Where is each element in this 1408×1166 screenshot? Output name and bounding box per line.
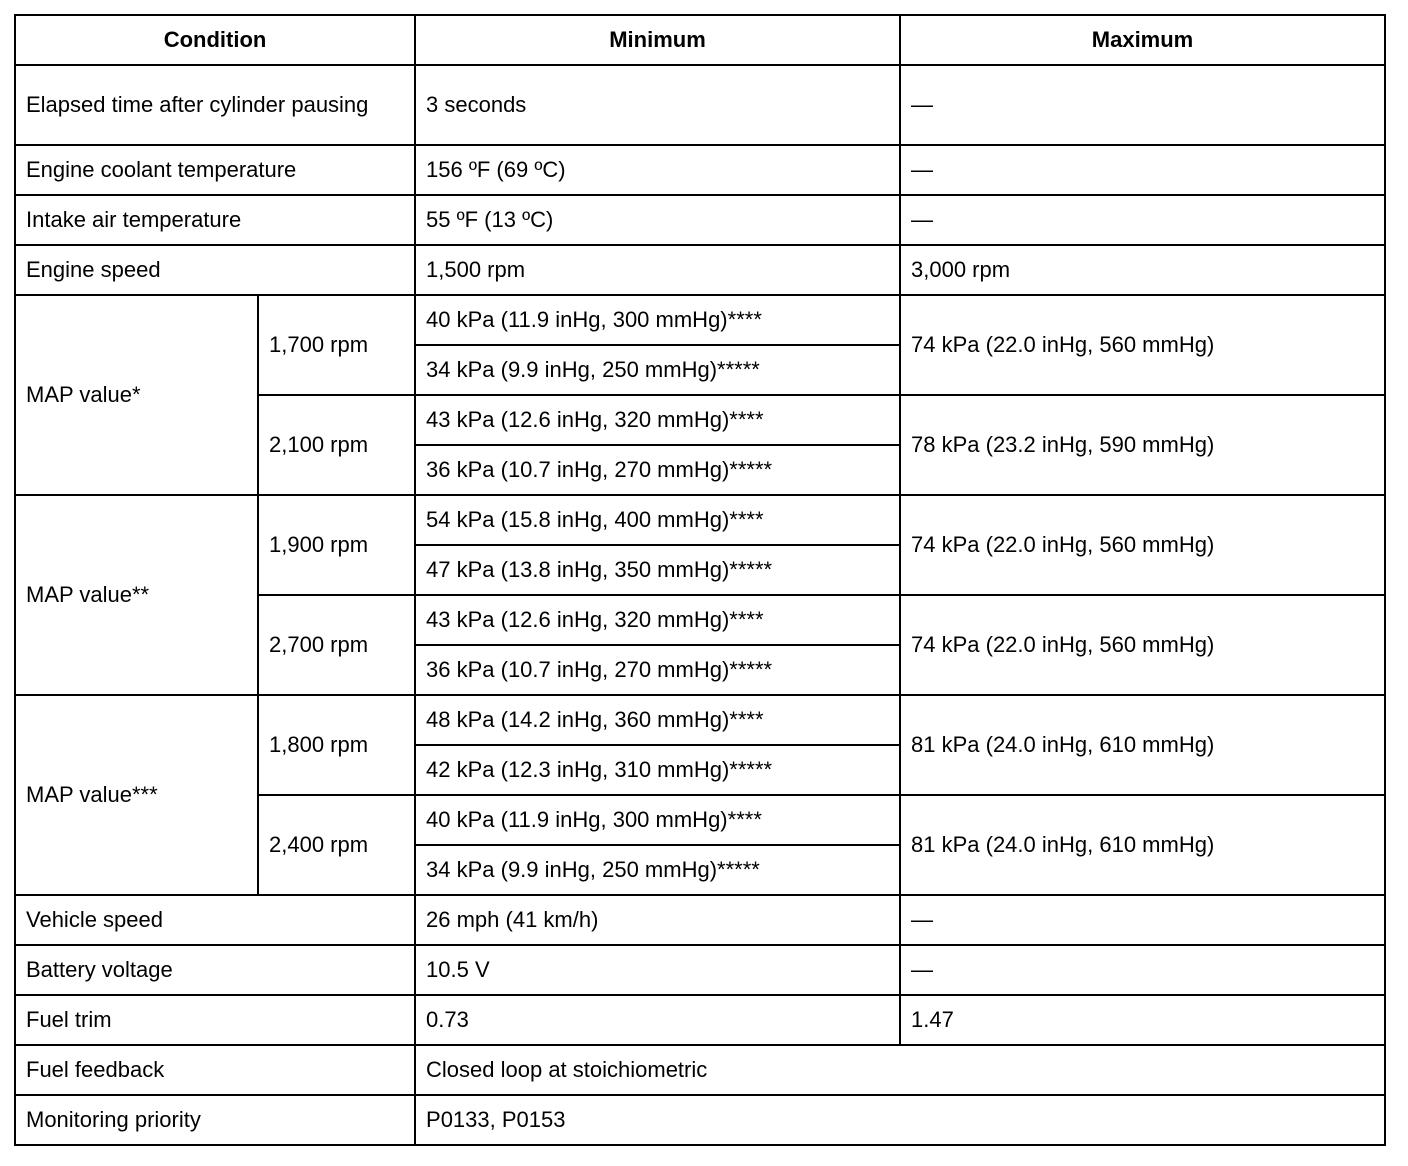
condition-cell: Battery voltage xyxy=(15,945,415,995)
map-group-label: MAP value*** xyxy=(15,695,258,895)
header-minimum: Minimum xyxy=(415,15,900,65)
minimum-cell: 42 kPa (12.3 inHg, 310 mmHg)***** xyxy=(415,745,900,795)
maximum-cell: — xyxy=(900,945,1385,995)
table-row xyxy=(15,145,1385,195)
table-row xyxy=(15,995,1385,1045)
minimum-cell: 36 kPa (10.7 inHg, 270 mmHg)***** xyxy=(415,445,900,495)
maximum-cell: 78 kPa (23.2 inHg, 590 mmHg) xyxy=(900,395,1385,495)
minimum-cell: 48 kPa (14.2 inHg, 360 mmHg)**** xyxy=(415,695,900,745)
rpm-cell: 2,700 rpm xyxy=(258,595,415,695)
minimum-cell: 43 kPa (12.6 inHg, 320 mmHg)**** xyxy=(415,595,900,645)
map-group-label: MAP value** xyxy=(15,495,258,695)
value-cell: Closed loop at stoichiometric xyxy=(415,1045,1385,1095)
maximum-cell: 1.47 xyxy=(900,995,1385,1045)
maximum-cell: 3,000 rpm xyxy=(900,245,1385,295)
minimum-cell: 40 kPa (11.9 inHg, 300 mmHg)**** xyxy=(415,295,900,345)
table-row xyxy=(15,1045,1385,1095)
condition-cell: Monitoring priority xyxy=(15,1095,415,1145)
table-row xyxy=(15,945,1385,995)
maximum-cell: — xyxy=(900,65,1385,145)
minimum-cell: 36 kPa (10.7 inHg, 270 mmHg)***** xyxy=(415,645,900,695)
rpm-cell: 2,400 rpm xyxy=(258,795,415,895)
map-group-label: MAP value* xyxy=(15,295,258,495)
condition-cell: Intake air temperature xyxy=(15,195,415,245)
table-row xyxy=(15,65,1385,145)
minimum-cell: 34 kPa (9.9 inHg, 250 mmHg)***** xyxy=(415,845,900,895)
table-row xyxy=(15,695,1385,745)
minimum-cell: 26 mph (41 km/h) xyxy=(415,895,900,945)
condition-cell: Engine speed xyxy=(15,245,415,295)
condition-cell: Vehicle speed xyxy=(15,895,415,945)
maximum-cell: — xyxy=(900,195,1385,245)
minimum-cell: 3 seconds xyxy=(415,65,900,145)
rpm-cell: 1,700 rpm xyxy=(258,295,415,395)
minimum-cell: 10.5 V xyxy=(415,945,900,995)
minimum-cell: 54 kPa (15.8 inHg, 400 mmHg)**** xyxy=(415,495,900,545)
table-row xyxy=(15,495,1385,545)
minimum-cell: 34 kPa (9.9 inHg, 250 mmHg)***** xyxy=(415,345,900,395)
maximum-cell: 74 kPa (22.0 inHg, 560 mmHg) xyxy=(900,295,1385,395)
minimum-cell: 47 kPa (13.8 inHg, 350 mmHg)***** xyxy=(415,545,900,595)
maximum-cell: — xyxy=(900,895,1385,945)
value-cell: P0133, P0153 xyxy=(415,1095,1385,1145)
minimum-cell: 55 ºF (13 ºC) xyxy=(415,195,900,245)
maximum-cell: 74 kPa (22.0 inHg, 560 mmHg) xyxy=(900,595,1385,695)
condition-cell: Engine coolant temperature xyxy=(15,145,415,195)
rpm-cell: 1,900 rpm xyxy=(258,495,415,595)
minimum-cell: 43 kPa (12.6 inHg, 320 mmHg)**** xyxy=(415,395,900,445)
table-row xyxy=(15,295,1385,345)
rpm-cell: 1,800 rpm xyxy=(258,695,415,795)
maximum-cell: — xyxy=(900,145,1385,195)
maximum-cell: 81 kPa (24.0 inHg, 610 mmHg) xyxy=(900,795,1385,895)
condition-cell: Elapsed time after cylinder pausing xyxy=(15,65,415,145)
maximum-cell: 74 kPa (22.0 inHg, 560 mmHg) xyxy=(900,495,1385,595)
minimum-cell: 1,500 rpm xyxy=(415,245,900,295)
header-maximum: Maximum xyxy=(900,15,1385,65)
condition-cell: Fuel trim xyxy=(15,995,415,1045)
table-row xyxy=(15,195,1385,245)
minimum-cell: 156 ºF (69 ºC) xyxy=(415,145,900,195)
table-row xyxy=(15,245,1385,295)
header-condition: Condition xyxy=(15,15,415,65)
table-row xyxy=(15,1095,1385,1145)
minimum-cell: 40 kPa (11.9 inHg, 300 mmHg)**** xyxy=(415,795,900,845)
table-row xyxy=(15,895,1385,945)
conditions-table xyxy=(14,14,1386,1146)
minimum-cell: 0.73 xyxy=(415,995,900,1045)
rpm-cell: 2,100 rpm xyxy=(258,395,415,495)
condition-cell: Fuel feedback xyxy=(15,1045,415,1095)
maximum-cell: 81 kPa (24.0 inHg, 610 mmHg) xyxy=(900,695,1385,795)
